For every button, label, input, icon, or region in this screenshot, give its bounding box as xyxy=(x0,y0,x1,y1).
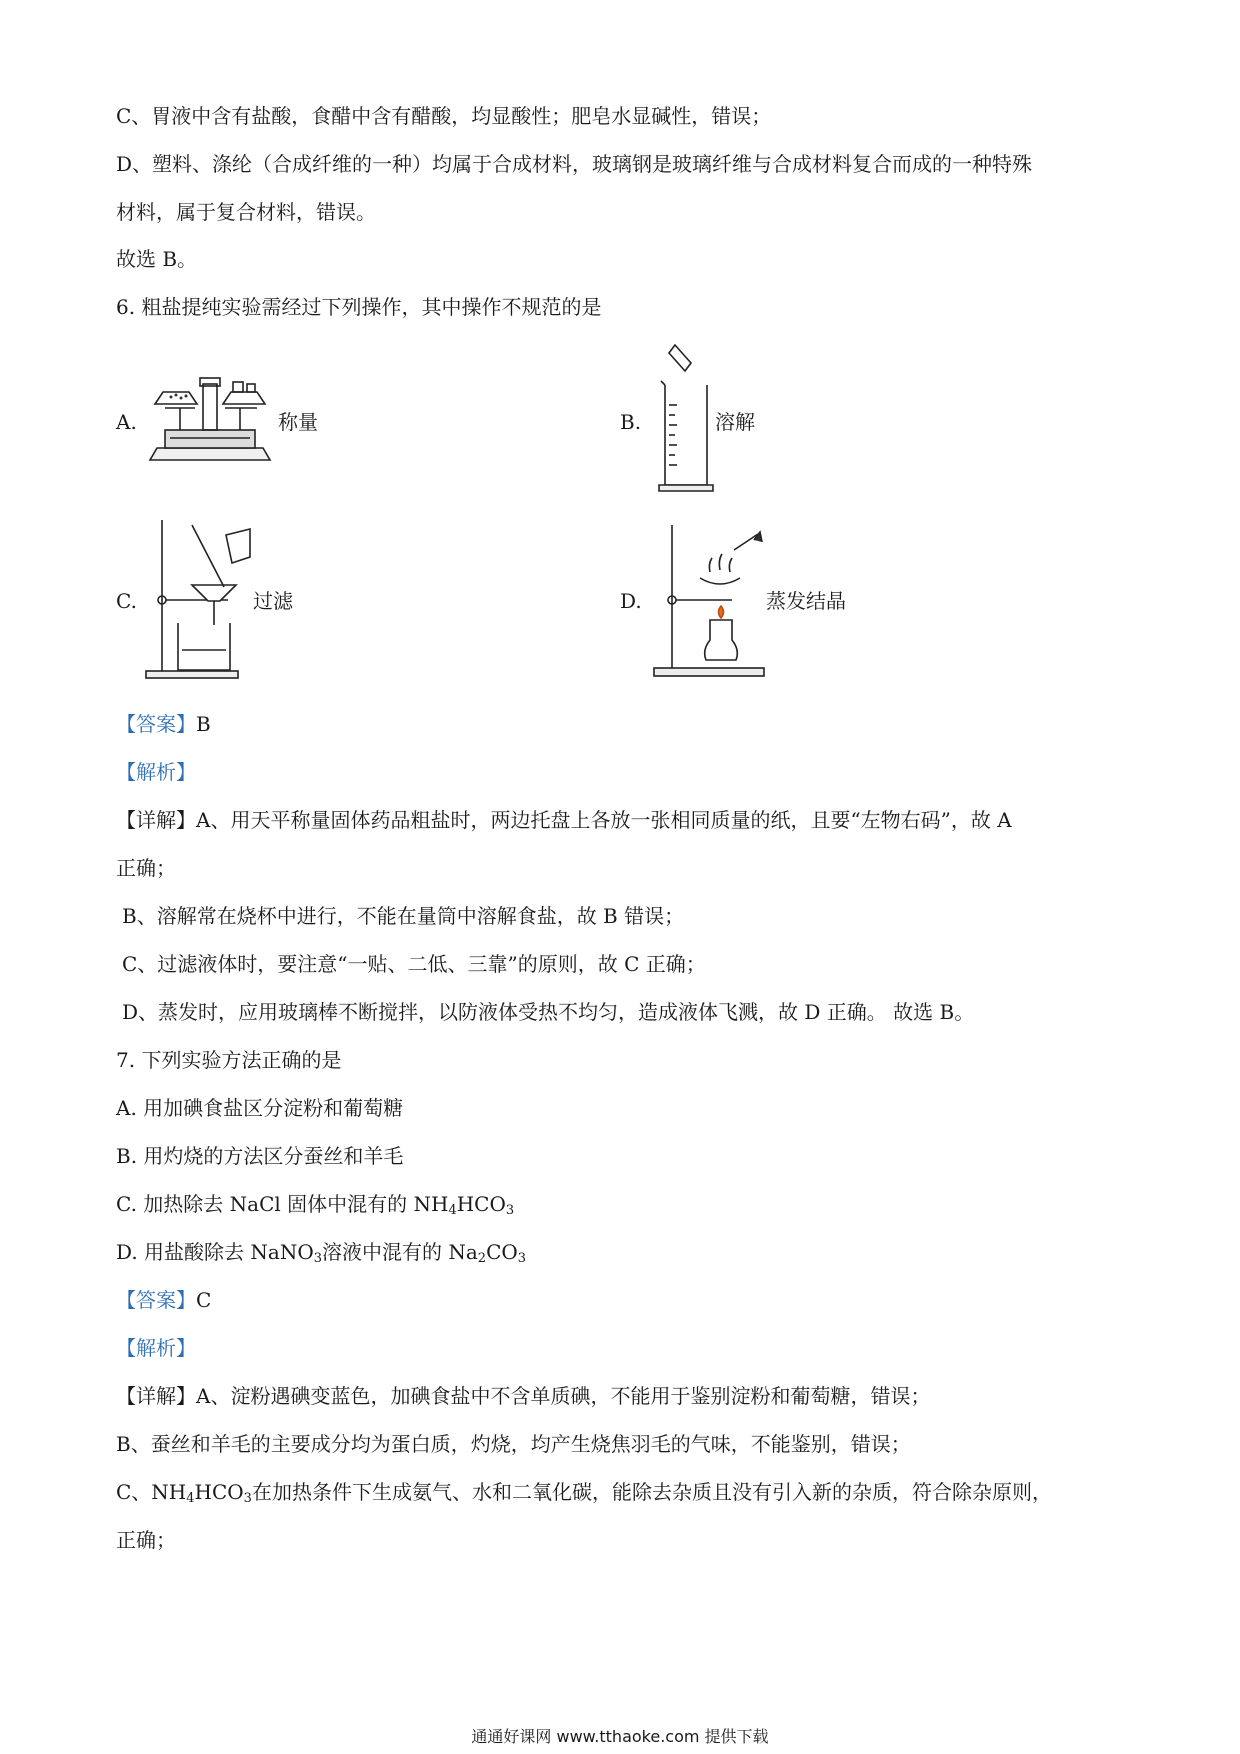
subscript: 3 xyxy=(313,1251,322,1266)
q6-answer-tag: 【答案】 xyxy=(116,712,196,736)
q6-opt-a-letter: A. xyxy=(116,410,137,434)
subscript: 4 xyxy=(186,1491,195,1506)
subscript: 3 xyxy=(243,1491,252,1506)
q7-detail-tag: 【详解】 xyxy=(116,1384,196,1408)
graduated-cylinder-figure xyxy=(655,345,715,495)
balance-figure xyxy=(145,370,275,465)
q6-detail-a-cont: 正确； xyxy=(116,856,176,880)
q6-detail-d: D、蒸发时，应用玻璃棒不断搅拌，以防液体受热不均匀，造成液体飞溅，故 D 正确。 故选 B。 xyxy=(122,1000,975,1024)
q7-answer xyxy=(116,1286,211,1314)
q7-detail-c xyxy=(116,1478,1052,1506)
q6-detail-a xyxy=(116,806,1012,834)
q6-stem: 6. 粗盐提纯实验需经过下列操作，其中操作不规范的是 xyxy=(116,295,602,319)
q6-opt-c-letter: C. xyxy=(116,589,137,613)
q6-analysis-tag: 【解析】 xyxy=(116,760,196,784)
para-d-line1: D、塑料、涤纶（合成纤维的一种）均属于合成材料，玻璃钢是玻璃纤维与合成材料复合而成的一种特殊 xyxy=(116,152,1033,176)
q7-opt-c-formula: HCO xyxy=(456,1192,506,1216)
q6-answer-value: B xyxy=(196,712,211,736)
q6-opt-b-letter: B. xyxy=(620,410,642,434)
q7-opt-d-formula: CO xyxy=(486,1240,518,1264)
evaporation-figure xyxy=(650,520,770,680)
q7-detail-c-cont: 正确； xyxy=(116,1528,176,1552)
subscript: 2 xyxy=(477,1251,487,1266)
q7-opt-d-text: D. 用盐酸除去 NaNO xyxy=(116,1240,314,1264)
q6-detail-b: B、溶解常在烧杯中进行，不能在量筒中溶解食盐，故 B 错误； xyxy=(122,904,685,928)
q7-detail-c-text: C、NH xyxy=(116,1480,187,1504)
q6-detail-a-text: A、用天平称量固体药品粗盐时，两边托盘上各放一张相同质量的纸，且要“左物右码”，故 A xyxy=(196,808,1012,832)
q7-opt-c xyxy=(116,1190,514,1218)
para-d-line2: 材料，属于复合材料，错误。 xyxy=(116,200,376,224)
q6-detail-c: C、过滤液体时，要注意“一贴、二低、三靠”的原则，故 C 正确； xyxy=(122,952,706,976)
q6-detail-tag: 【详解】 xyxy=(116,808,196,832)
q6-opt-d-label: 蒸发结晶 xyxy=(766,589,846,613)
select-b: 故选 B。 xyxy=(116,247,198,271)
q7-detail-a-text: A、淀粉遇碘变蓝色，加碘食盐中不含单质碘，不能用于鉴别淀粉和葡萄糖，错误； xyxy=(196,1384,931,1408)
q7-opt-d xyxy=(116,1238,526,1266)
q6-opt-d-letter: D. xyxy=(620,589,642,613)
q7-opt-a: A. 用加碘食盐区分淀粉和葡萄糖 xyxy=(116,1096,404,1120)
q6-opt-a-label: 称量 xyxy=(278,410,318,434)
subscript: 3 xyxy=(505,1203,515,1218)
q7-detail-b: B、蚕丝和羊毛的主要成分均为蛋白质，灼烧，均产生烧焦羽毛的气味，不能鉴别，错误； xyxy=(116,1432,911,1456)
q7-opt-b: B. 用灼烧的方法区分蚕丝和羊毛 xyxy=(116,1144,404,1168)
page-footer: 通通好课网 www.tthaoke.com 提供下载 xyxy=(471,1727,769,1746)
q6-answer xyxy=(116,710,211,738)
subscript: 3 xyxy=(517,1251,527,1266)
q6-opt-b-label: 溶解 xyxy=(715,410,755,434)
q7-answer-value: C xyxy=(196,1288,212,1312)
subscript: 4 xyxy=(448,1203,457,1218)
q7-stem: 7. 下列实验方法正确的是 xyxy=(116,1048,342,1072)
q7-answer-tag: 【答案】 xyxy=(116,1288,196,1312)
q7-detail-a xyxy=(116,1382,930,1410)
q7-opt-d-text2: 溶液中混有的 Na xyxy=(322,1240,478,1264)
q7-opt-c-text: C. 加热除去 NaCl 固体中混有的 NH xyxy=(116,1192,449,1216)
q7-detail-c-formula: HCO xyxy=(194,1480,244,1504)
q6-opt-c-label: 过滤 xyxy=(253,589,293,613)
q7-detail-c-text2: 在加热条件下生成氨气、水和二氧化碳，能除去杂质且没有引入新的杂质，符合除杂原则， xyxy=(251,1480,1052,1504)
filtration-figure xyxy=(140,515,255,680)
para-c: C、胃液中含有盐酸，食醋中含有醋酸，均显酸性；肥皂水显碱性，错误； xyxy=(116,104,772,128)
q7-analysis-tag: 【解析】 xyxy=(116,1336,196,1360)
